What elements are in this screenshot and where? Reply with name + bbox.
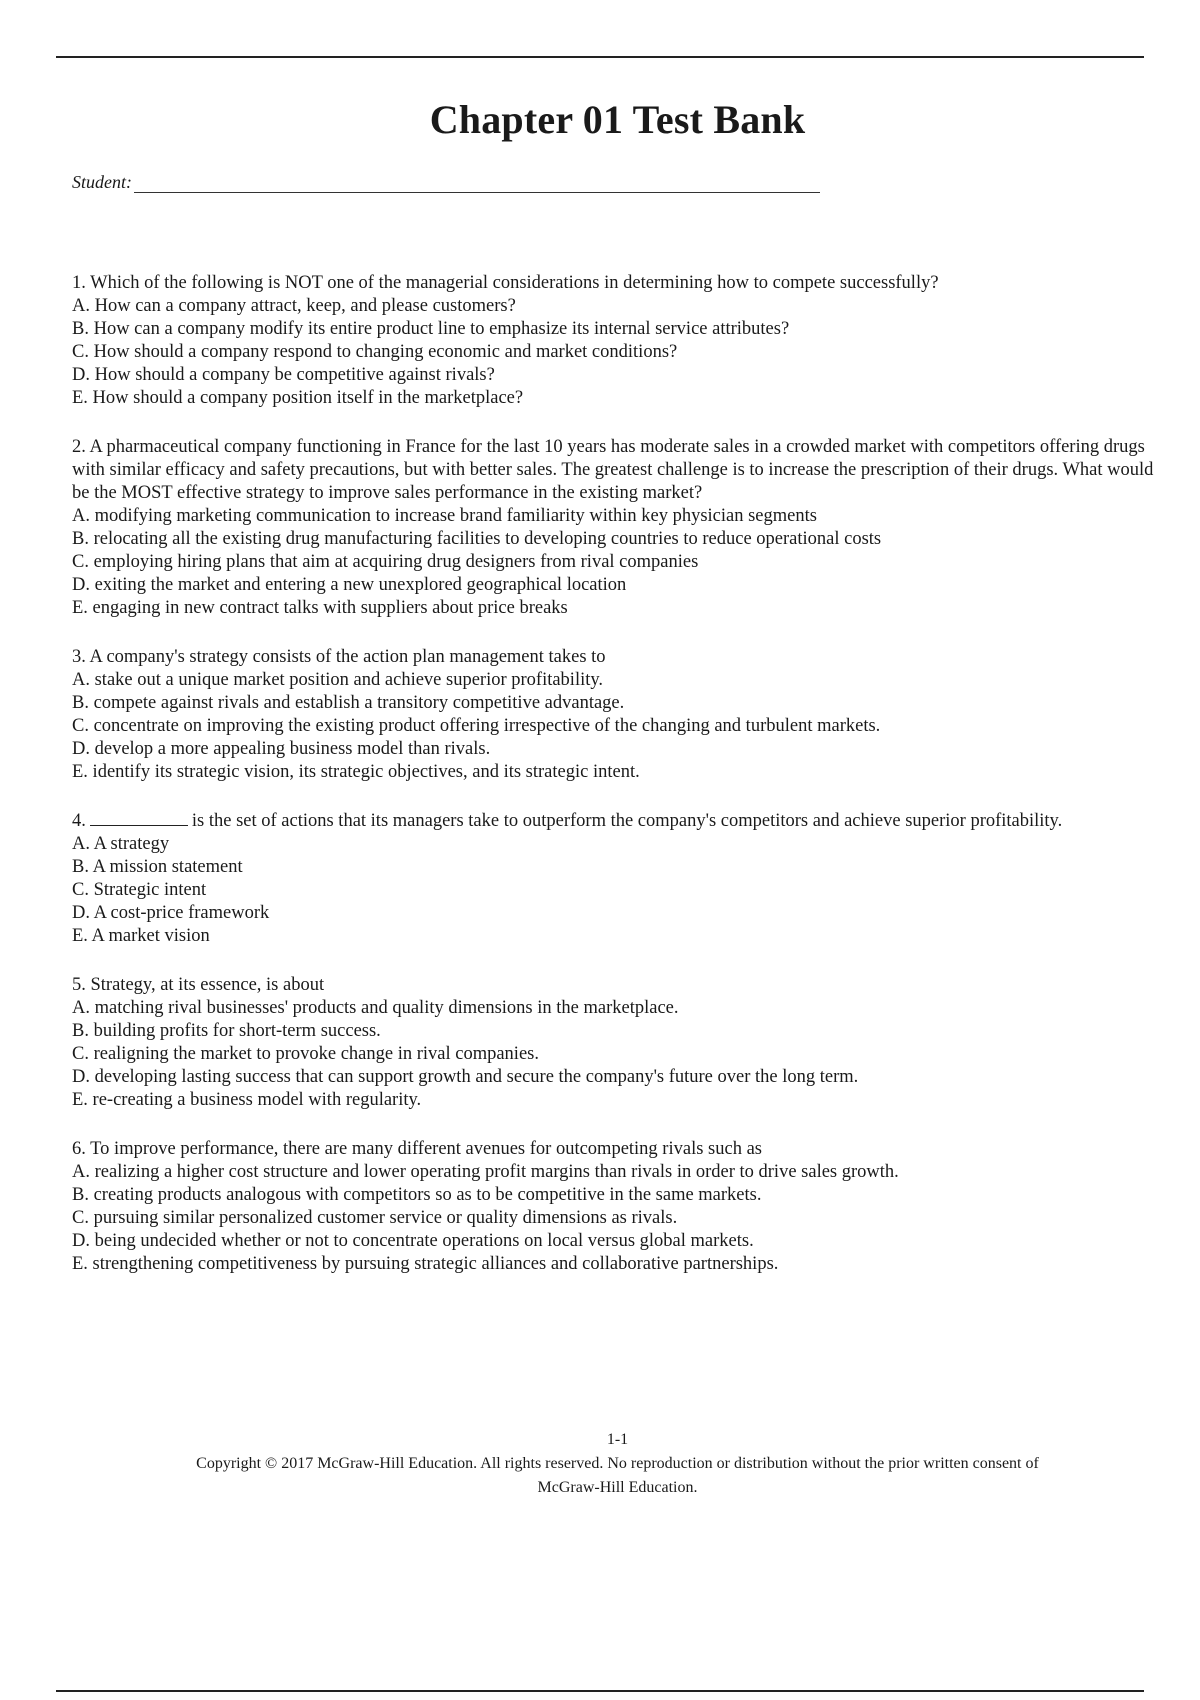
option-e: E. How should a company position itself in the marketplace? bbox=[72, 388, 524, 408]
question-1 bbox=[72, 272, 1162, 410]
option-e: E. A market vision bbox=[72, 926, 210, 946]
option-e: E. engaging in new contract talks with suppliers about price breaks bbox=[72, 598, 568, 618]
option-a: A. How can a company attract, keep, and please customers? bbox=[72, 296, 516, 316]
question-3 bbox=[72, 646, 1162, 784]
option-c: C. realigning the market to provoke change in rival companies. bbox=[72, 1044, 539, 1064]
top-rule bbox=[56, 56, 1144, 58]
option-e: E. re-creating a business model with regularity. bbox=[72, 1090, 422, 1110]
option-d: D. exiting the market and entering a new unexplored geographical location bbox=[72, 575, 627, 595]
option-c: C. How should a company respond to changing economic and market conditions? bbox=[72, 342, 678, 362]
student-label: Student: bbox=[72, 172, 132, 192]
page-title: Chapter 01 Test Bank bbox=[429, 97, 806, 142]
question-list bbox=[72, 272, 1162, 1302]
option-e: E. strengthening competitiveness by pursuing strategic alliances and collaborative partnerships. bbox=[72, 1254, 779, 1274]
question-number: 4. bbox=[72, 811, 86, 831]
option-a: A. A strategy bbox=[72, 834, 170, 854]
option-b: B. How can a company modify its entire product line to emphasize its internal service attributes? bbox=[72, 319, 790, 339]
fill-in-blank bbox=[90, 811, 188, 826]
student-field bbox=[72, 172, 820, 193]
option-a: A. matching rival businesses' products and quality dimensions in the marketplace. bbox=[72, 998, 679, 1018]
question-stem: 3. A company's strategy consists of the action plan management takes to bbox=[72, 647, 606, 667]
option-c: C. pursuing similar personalized customer service or quality dimensions as rivals. bbox=[72, 1208, 678, 1228]
student-name-line bbox=[134, 174, 820, 193]
question-6 bbox=[72, 1138, 1162, 1276]
option-b: B. A mission statement bbox=[72, 857, 243, 877]
option-c: C. Strategic intent bbox=[72, 880, 207, 900]
option-a: A. modifying marketing communication to increase brand familiarity within key physician segments bbox=[72, 506, 817, 526]
copyright-line-1: Copyright © 2017 McGraw-Hill Education. All rights reserved. No reproduction or distribution without the prior written consent of bbox=[196, 1455, 1039, 1472]
question-stem-text: is the set of actions that its managers take to outperform the company's competitors and achieve superior profitability. bbox=[191, 811, 1063, 831]
option-b: B. compete against rivals and establish a transitory competitive advantage. bbox=[72, 693, 625, 713]
question-stem: 6. To improve performance, there are many different avenues for outcompeting rivals such as bbox=[72, 1139, 762, 1159]
question-stem: 5. Strategy, at its essence, is about bbox=[72, 975, 325, 995]
question-4 bbox=[72, 810, 1162, 948]
option-d: D. How should a company be competitive against rivals? bbox=[72, 365, 495, 385]
question-stem bbox=[72, 810, 1162, 833]
option-b: B. creating products analogous with competitors so as to be competitive in the same markets. bbox=[72, 1185, 762, 1205]
question-2 bbox=[72, 436, 1162, 620]
option-e: E. identify its strategic vision, its strategic objectives, and its strategic intent. bbox=[72, 762, 640, 782]
page-footer bbox=[0, 1428, 1200, 1500]
option-d: D. develop a more appealing business model than rivals. bbox=[72, 739, 491, 759]
copyright-line-2: McGraw-Hill Education. bbox=[537, 1479, 698, 1496]
page-number: 1-1 bbox=[606, 1431, 629, 1448]
option-a: A. stake out a unique market position and achieve superior profitability. bbox=[72, 670, 604, 690]
question-stem: 1. Which of the following is NOT one of the managerial considerations in determining how to compete successfully? bbox=[72, 273, 939, 293]
option-d: D. being undecided whether or not to concentrate operations on local versus global markets. bbox=[72, 1231, 754, 1251]
option-b: B. building profits for short-term success. bbox=[72, 1021, 381, 1041]
question-stem: 2. A pharmaceutical company functioning in France for the last 10 years has moderate sales in a crowded market with competitors offering drugs with similar efficacy and safety precautions, but with better sales. The greatest challenge is to increase the prescription of their drugs. What would be the MOST effective strategy to improve sales performance in the existing market? bbox=[72, 437, 1154, 503]
option-c: C. employing hiring plans that aim at acquiring drug designers from rival companies bbox=[72, 552, 699, 572]
option-b: B. relocating all the existing drug manufacturing facilities to developing countries to reduce operational costs bbox=[72, 529, 882, 549]
option-d: D. developing lasting success that can support growth and secure the company's future over the long term. bbox=[72, 1067, 859, 1087]
option-d: D. A cost-price framework bbox=[72, 903, 270, 923]
option-a: A. realizing a higher cost structure and lower operating profit margins than rivals in order to drive sales growth. bbox=[72, 1162, 899, 1182]
bottom-rule bbox=[56, 1690, 1144, 1692]
question-5 bbox=[72, 974, 1162, 1112]
option-c: C. concentrate on improving the existing product offering irrespective of the changing and turbulent markets. bbox=[72, 716, 881, 736]
